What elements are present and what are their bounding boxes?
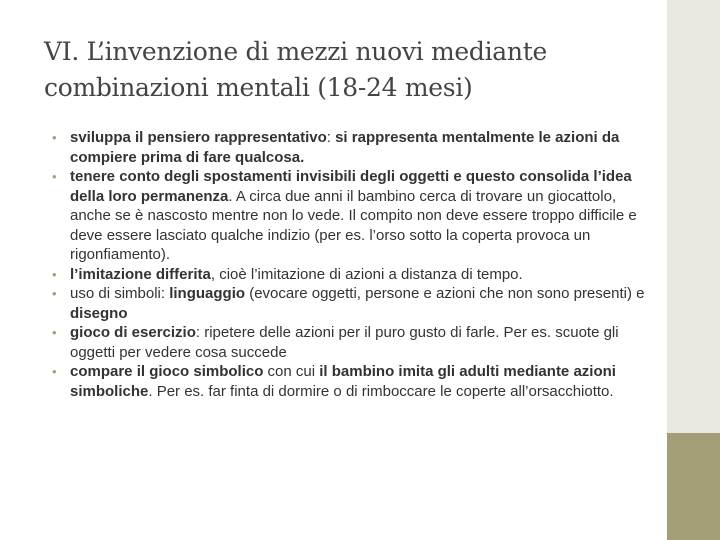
bullet-bold-text: gioco di esercizio bbox=[70, 324, 196, 341]
bullet-bold-text: linguaggio bbox=[169, 285, 246, 302]
slide-content bbox=[52, 128, 647, 401]
slide-title bbox=[44, 34, 644, 106]
bullet-item bbox=[52, 128, 647, 167]
bullet-icon: • bbox=[52, 169, 57, 184]
bullet-text: , cioè l’imitazione di azioni a distanza di tempo. bbox=[210, 265, 523, 283]
bullet-icon: • bbox=[52, 130, 57, 145]
sidebar-decoration-top bbox=[667, 0, 720, 433]
bullet-item bbox=[52, 284, 647, 323]
title-line-1: VI. L’invenzione di mezzi nuovi mediante bbox=[44, 37, 547, 66]
bullet-icon: • bbox=[52, 286, 57, 301]
bullet-list bbox=[52, 128, 647, 401]
bullet-text: (evocare oggetti, persone e azioni che non sono presenti) e bbox=[245, 285, 645, 302]
bullet-bold-text: tenere conto degli spostamenti invisibili degli oggetti e questo consolida l’idea della loro permanenza bbox=[70, 168, 632, 205]
bullet-text: con cui bbox=[263, 363, 320, 380]
bullet-item bbox=[52, 265, 647, 285]
bullet-bold-text: il bambino imita gli adulti mediante azioni simboliche bbox=[70, 363, 616, 400]
bullet-text: . A circa due anni il bambino cerca di trovare un giocattolo, anche se è nascosto mentre non lo vede. Il compito non deve essere troppo difficile e deve essere lasciato qualche indizio (per es. l’orso sotto la coperta provoca un rigonfiamento). bbox=[70, 187, 637, 263]
bullet-text: uso di simboli: bbox=[70, 285, 170, 302]
bullet-item bbox=[52, 362, 647, 401]
bullet-text: : ripetere delle azioni per il puro gusto di farle. Per es. scuote gli oggetti per vedere cosa succede bbox=[70, 324, 619, 361]
bullet-bold-text: disegno bbox=[70, 304, 128, 322]
bullet-icon: • bbox=[52, 325, 57, 340]
title-line-2: combinazioni mentali (18-24 mesi) bbox=[44, 73, 473, 102]
sidebar-divider bbox=[665, 0, 667, 540]
bullet-bold-text: si rappresenta mentalmente le azioni da compiere prima di fare qualcosa. bbox=[70, 129, 620, 166]
bullet-item bbox=[52, 323, 647, 362]
bullet-icon: • bbox=[52, 364, 57, 379]
bullet-text: : bbox=[326, 129, 336, 146]
sidebar-decoration-bottom bbox=[667, 433, 720, 540]
bullet-icon: • bbox=[52, 266, 57, 282]
bullet-item bbox=[52, 167, 647, 265]
bullet-bold-text: compare il gioco simbolico bbox=[70, 363, 264, 380]
bullet-bold-text: sviluppa il pensiero rappresentativo bbox=[70, 129, 327, 146]
bullet-text: . Per es. far finta di dormire o di rimboccare le coperte all’orsacchiotto. bbox=[148, 382, 614, 400]
bullet-bold-text: l’imitazione differita bbox=[70, 265, 211, 283]
